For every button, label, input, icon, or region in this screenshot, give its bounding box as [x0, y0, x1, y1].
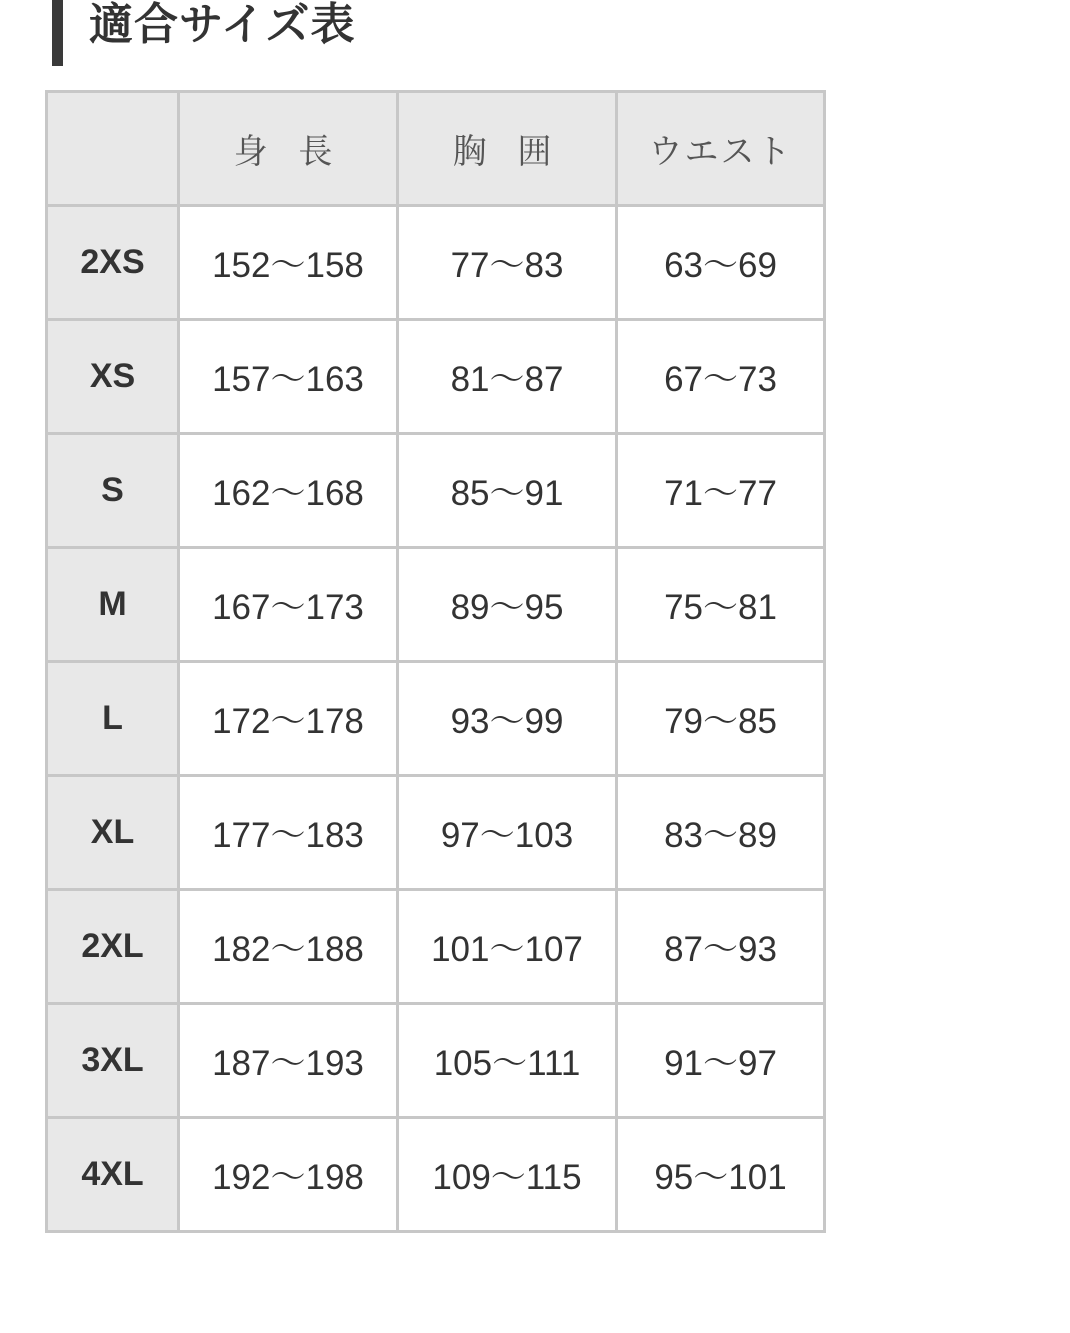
- table-row: [47, 548, 825, 662]
- size-label: XS: [47, 320, 179, 434]
- waist-range: 67〜73: [617, 320, 825, 434]
- waist-range: 83〜89: [617, 776, 825, 890]
- size-label: XL: [47, 776, 179, 890]
- table-row: [47, 662, 825, 776]
- table-row: [47, 320, 825, 434]
- chest-range: 93〜99: [398, 662, 617, 776]
- table-row: [47, 1004, 825, 1118]
- size-label: 2XS: [47, 206, 179, 320]
- height-range: 177〜183: [179, 776, 398, 890]
- table-row: [47, 434, 825, 548]
- height-range: 192〜198: [179, 1118, 398, 1232]
- waist-range: 63〜69: [617, 206, 825, 320]
- table-row: [47, 776, 825, 890]
- height-range: 152〜158: [179, 206, 398, 320]
- size-label: 3XL: [47, 1004, 179, 1118]
- waist-range: 75〜81: [617, 548, 825, 662]
- waist-range: 71〜77: [617, 434, 825, 548]
- section-heading: [52, 0, 355, 66]
- page-title: 適合サイズ表: [89, 0, 356, 50]
- chest-range: 89〜95: [398, 548, 617, 662]
- height-range: 172〜178: [179, 662, 398, 776]
- chest-range: 105〜111: [398, 1004, 617, 1118]
- table-header-row: [47, 92, 825, 206]
- waist-range: 91〜97: [617, 1004, 825, 1118]
- chest-range: 77〜83: [398, 206, 617, 320]
- header-height: 身 長: [179, 92, 398, 206]
- header-chest: 胸 囲: [398, 92, 617, 206]
- heading-accent-bar: [52, 0, 63, 66]
- size-label: 4XL: [47, 1118, 179, 1232]
- size-chart-table: [45, 90, 826, 1233]
- chest-range: 109〜115: [398, 1118, 617, 1232]
- waist-range: 87〜93: [617, 890, 825, 1004]
- table-row: [47, 890, 825, 1004]
- height-range: 162〜168: [179, 434, 398, 548]
- chest-range: 97〜103: [398, 776, 617, 890]
- header-waist: ウエスト: [617, 92, 825, 206]
- chest-range: 81〜87: [398, 320, 617, 434]
- height-range: 187〜193: [179, 1004, 398, 1118]
- table-row: [47, 206, 825, 320]
- waist-range: 95〜101: [617, 1118, 825, 1232]
- chest-range: 101〜107: [398, 890, 617, 1004]
- size-label: S: [47, 434, 179, 548]
- size-label: M: [47, 548, 179, 662]
- height-range: 182〜188: [179, 890, 398, 1004]
- waist-range: 79〜85: [617, 662, 825, 776]
- table-row: [47, 1118, 825, 1232]
- height-range: 157〜163: [179, 320, 398, 434]
- height-range: 167〜173: [179, 548, 398, 662]
- header-corner-cell: [47, 92, 179, 206]
- size-label: 2XL: [47, 890, 179, 1004]
- size-label: L: [47, 662, 179, 776]
- chest-range: 85〜91: [398, 434, 617, 548]
